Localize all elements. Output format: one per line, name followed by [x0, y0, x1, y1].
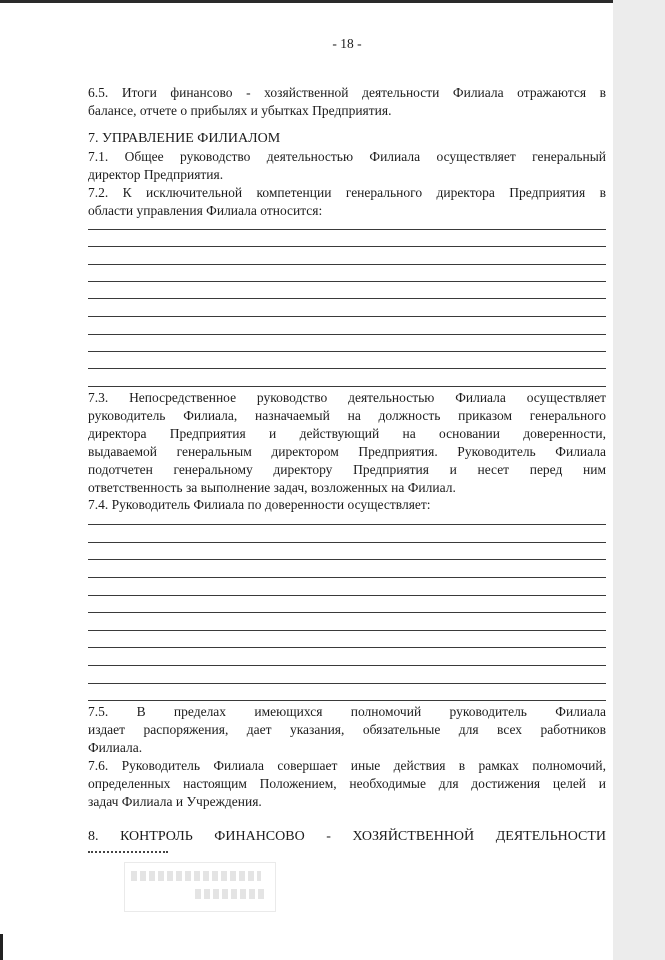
- section-8-heading: 8. КОНТРОЛЬ ФИНАНСОВО - ХОЗЯЙСТВЕННОЙ ДЕЯТЕЛЬНОСТИ: [88, 829, 606, 844]
- section-7-heading: 7. УПРАВЛЕНИЕ ФИЛИАЛОМ: [88, 131, 281, 146]
- paragraph-line: Филиала.: [88, 740, 143, 755]
- paragraph-line: 6.5. Итоги финансово - хозяйственной деятельности Филиала отражаются в: [88, 85, 606, 100]
- blank-line: [88, 612, 606, 613]
- blank-line: [88, 298, 606, 299]
- paragraph-line: подотчетен генеральному директору Предприятия и несет перед ним: [88, 462, 606, 477]
- blank-line: [88, 386, 606, 387]
- paragraph-7-1: [88, 148, 606, 184]
- faint-stamp-imprint: [124, 862, 276, 912]
- blank-line: [88, 246, 606, 247]
- paragraph-line: директор Предприятия.: [88, 167, 224, 182]
- page-number: - 18 -: [332, 36, 362, 51]
- blank-line: [88, 368, 606, 369]
- paragraph-line: 7.1. Общее руководство деятельностью Филиала осуществляет генеральный: [88, 149, 606, 164]
- paragraph-line: определенных настоящим Положением, необходимые для достижения целей и: [88, 776, 606, 791]
- blank-line: [88, 647, 606, 648]
- blank-line: [88, 595, 606, 596]
- paragraph-line: 7.4. Руководитель Филиала по доверенности осуществляет:: [88, 497, 431, 512]
- paragraph-7-5: [88, 703, 606, 757]
- paragraph-line: балансе, отчете о прибылях и убытках Предприятия.: [88, 103, 392, 118]
- blank-line: [88, 542, 606, 543]
- blank-line: [88, 316, 606, 317]
- blank-line: [88, 577, 606, 578]
- paragraph-line: 7.2. К исключительной компетенции генерального директора Предприятия в: [88, 185, 606, 200]
- blank-line: [88, 700, 606, 701]
- paragraph-line: ответственность за выполнение задач, возложенных на Филиал.: [88, 480, 456, 495]
- paragraph-line: 7.5. В пределах имеющихся полномочий руководитель Филиала: [88, 704, 606, 719]
- page-top-edge: [0, 0, 665, 3]
- paragraph-line: 7.3. Непосредственное руководство деятельностью Филиала осуществляет: [88, 390, 606, 405]
- blank-line: [88, 334, 606, 335]
- blank-line: [88, 630, 606, 631]
- blank-line: [88, 524, 606, 525]
- scan-right-margin: [613, 0, 665, 960]
- blank-line: [88, 665, 606, 666]
- blank-line: [88, 229, 606, 230]
- paragraph-line: руководитель Филиала, назначаемый на должность приказом генерального: [88, 408, 606, 423]
- paragraph-line: издает распоряжения, дает указания, обязательные для всех работников: [88, 722, 606, 737]
- paragraph-line: задач Филиала и Учреждения.: [88, 794, 262, 809]
- blank-line: [88, 264, 606, 265]
- paragraph-line: 7.6. Руководитель Филиала совершает иные действия в рамках полномочий,: [88, 758, 606, 773]
- paragraph-line: директора Предприятия и действующий на основании доверенности,: [88, 426, 606, 441]
- blank-line: [88, 351, 606, 352]
- scan-left-mark: [0, 934, 3, 960]
- blank-line: [88, 683, 606, 684]
- blank-line: [88, 559, 606, 560]
- paragraph-7-2: [88, 184, 606, 220]
- blank-line: [88, 281, 606, 282]
- cut-off-text-fragment: [88, 849, 178, 855]
- paragraph-7-3: [88, 389, 606, 497]
- paragraph-7-4: [88, 496, 606, 514]
- paragraph-7-6: [88, 757, 606, 811]
- paragraph-line: области управления Филиала относится:: [88, 203, 323, 218]
- paragraph-6-5: [88, 84, 606, 120]
- paragraph-line: выдаваемой генеральным директором Предприятия. Руководитель Филиала: [88, 444, 606, 459]
